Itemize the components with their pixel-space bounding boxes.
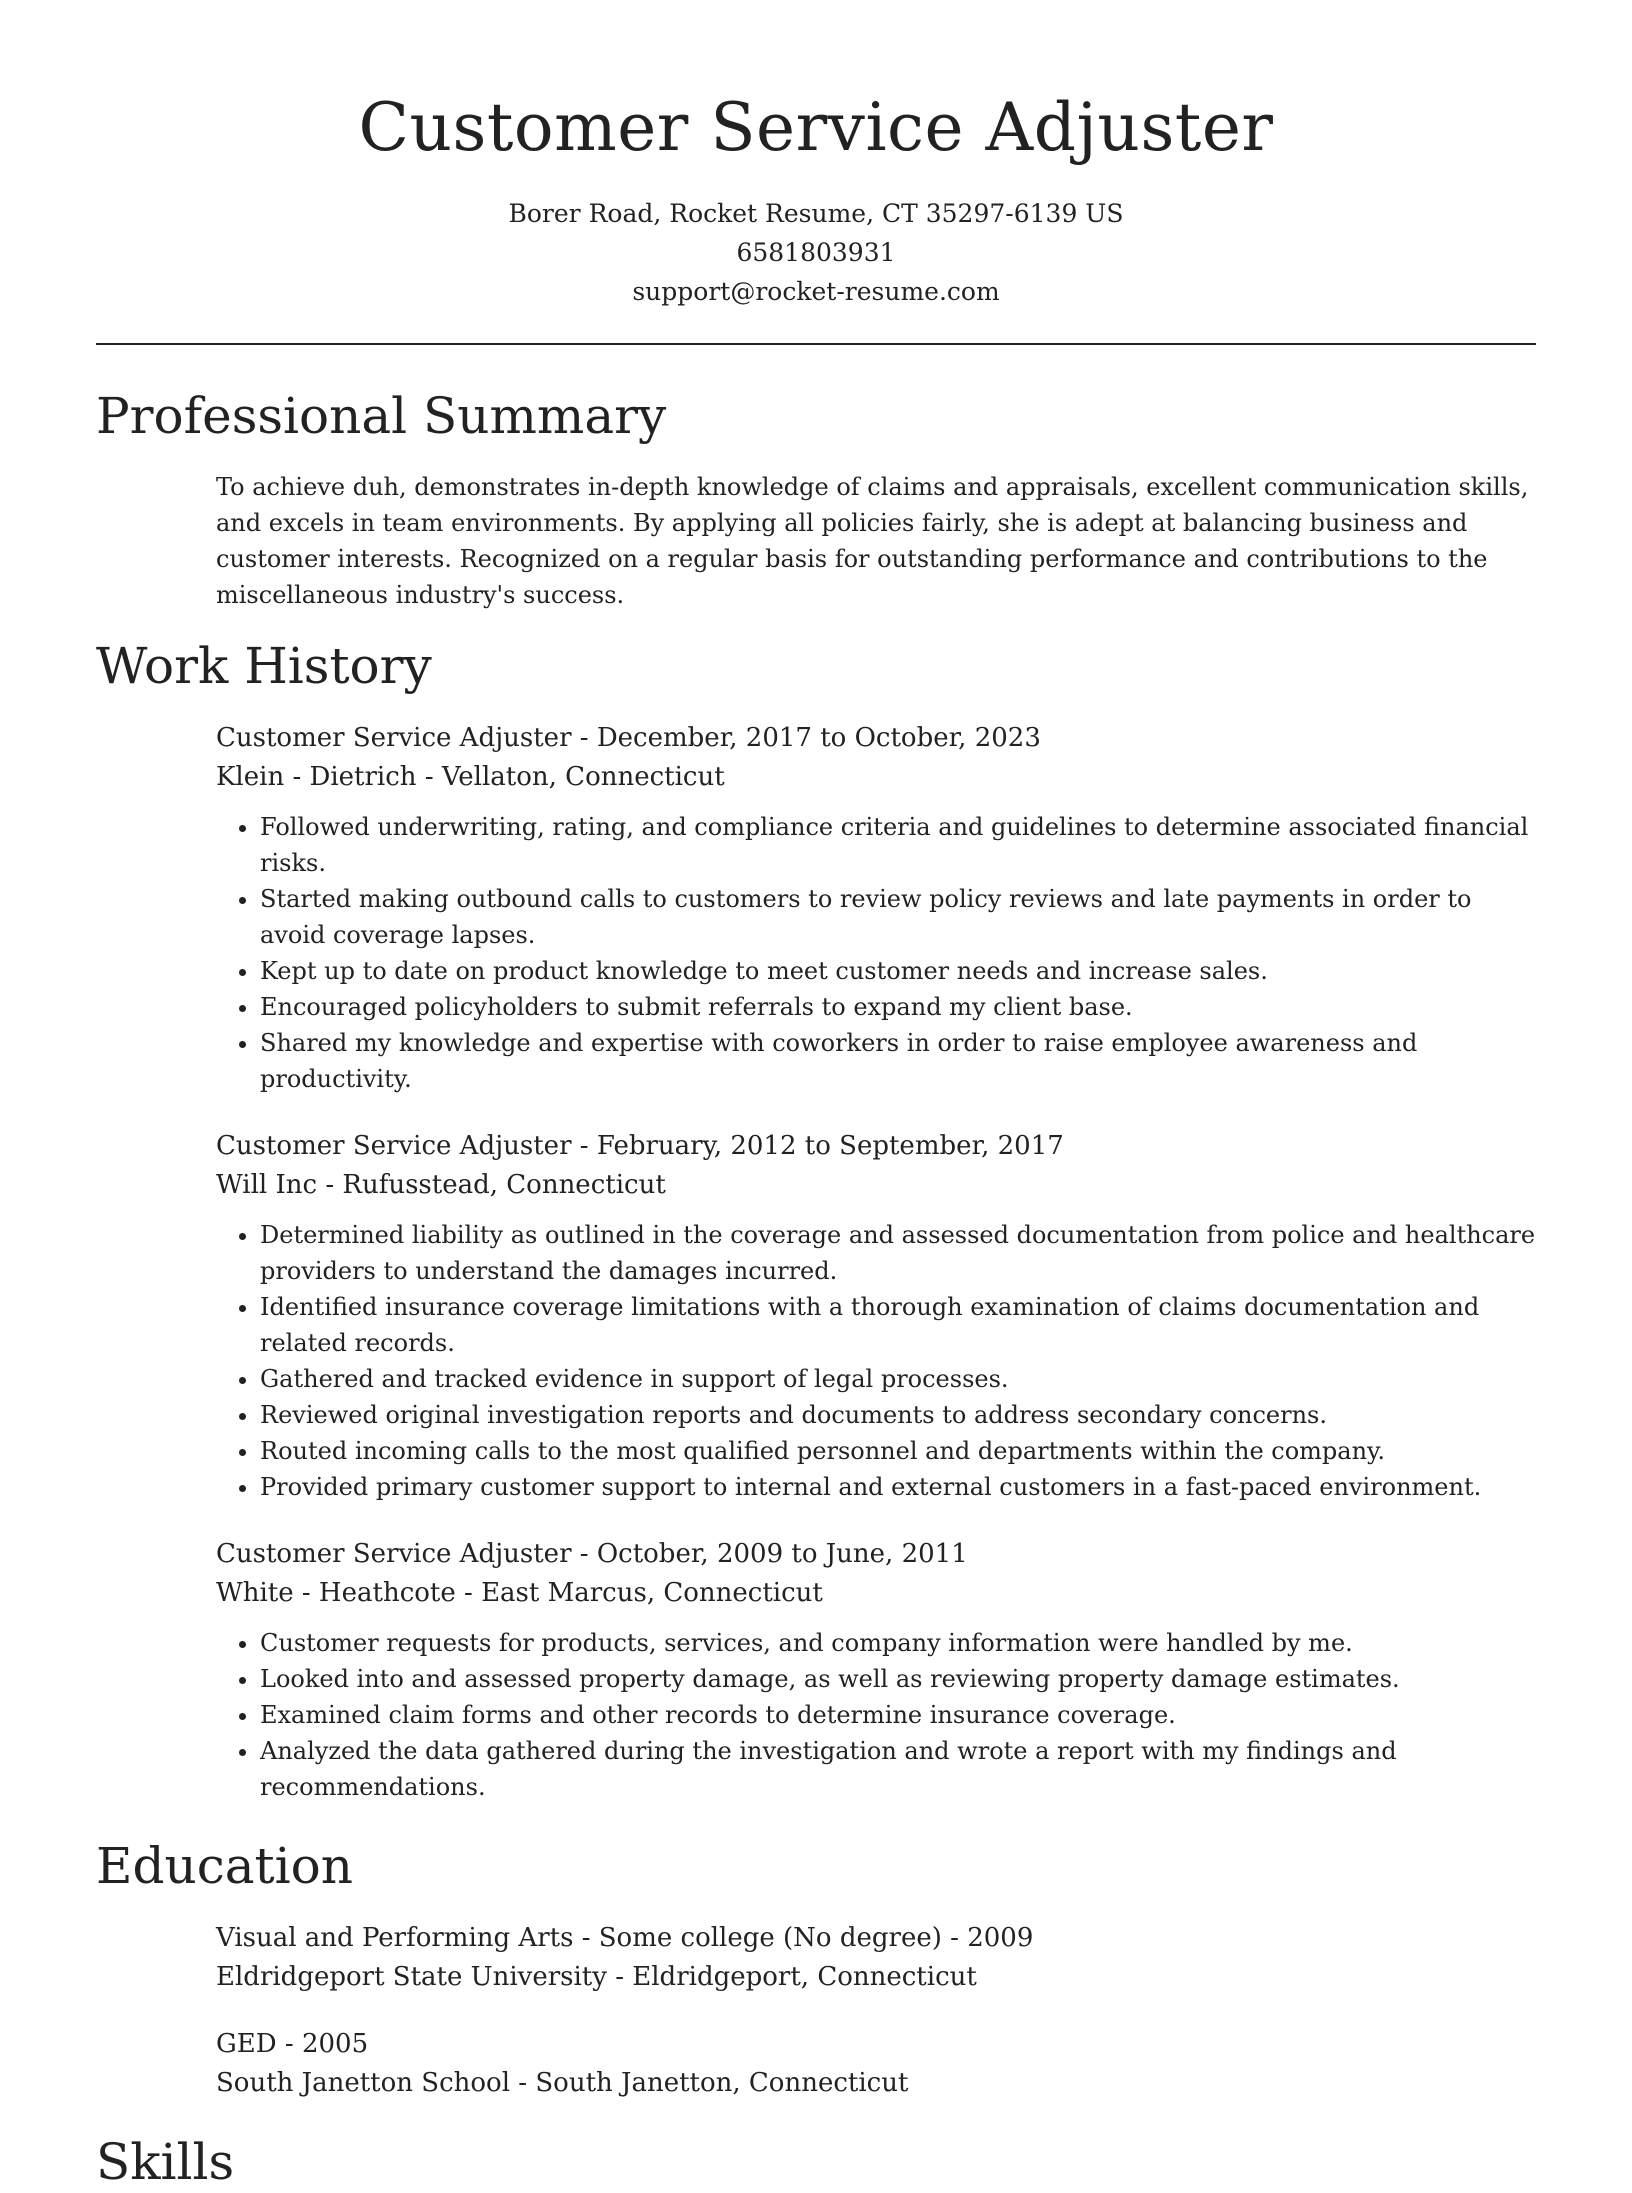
- education-section: [96, 1835, 1536, 2103]
- job-employer: Klein - Dietrich: [216, 762, 417, 792]
- education-degree-line: Visual and Performing Arts - Some college (No degree) - 2009: [216, 1923, 1034, 1953]
- education-degree: GED: [216, 2029, 277, 2059]
- skills-section: [96, 2131, 1536, 2193]
- job-bullet: • Followed underwriting, rating, and compliance criteria and guidelines to determine associated financial risks.: [260, 809, 1536, 881]
- job-bullet: • Analyzed the data gathered during the investigation and wrote a report with my findings and recommendations.: [260, 1733, 1536, 1805]
- work-section: [96, 635, 1536, 1805]
- education-year: 2009: [967, 1923, 1034, 1953]
- job-location: East Marcus, Connecticut: [481, 1578, 823, 1608]
- job-entry: [216, 1535, 1536, 1805]
- job-bullet: • Looked into and assessed property damage, as well as reviewing property damage estimates.: [260, 1661, 1536, 1697]
- job-employer-line: Klein - Dietrich - Vellaton, Connecticut: [216, 762, 725, 792]
- job-bullet: • Reviewed original investigation reports and documents to address secondary concerns.: [260, 1397, 1536, 1433]
- job-bullet: • Identified insurance coverage limitations with a thorough examination of claims documentation and related records.: [260, 1289, 1536, 1361]
- education-school-line: Eldridgeport State University - Eldridgeport, Connecticut: [216, 1962, 977, 1992]
- job-dates: October, 2009 to June, 2011: [596, 1539, 968, 1569]
- education-year: 2005: [301, 2029, 369, 2059]
- education-degree: Visual and Performing Arts - Some college (No degree): [216, 1923, 942, 1953]
- education-entry: [216, 1919, 1536, 1997]
- job-bullet: • Gathered and tracked evidence in support of legal processes.: [260, 1361, 1536, 1397]
- summary-section: [96, 385, 1536, 613]
- education-title: Education: [96, 1837, 353, 1895]
- education-degree-line: GED - 2005: [216, 2029, 369, 2059]
- address: Borer Road, Rocket Resume, CT 35297-6139 US: [508, 199, 1124, 228]
- job-employer: White - Heathcote: [216, 1578, 456, 1608]
- job-title: Customer Service Adjuster: [216, 1131, 572, 1161]
- education-location: South Janetton, Connecticut: [535, 2068, 909, 2098]
- education-location: Eldridgeport, Connecticut: [632, 1962, 977, 1992]
- summary-title: Professional Summary: [96, 387, 667, 445]
- header-divider: [96, 343, 1536, 345]
- job-employer-line: Will Inc - Rufusstead, Connecticut: [216, 1170, 666, 1200]
- job-bullet: • Started making outbound calls to customers to review policy reviews and late payments in order to avoid coverage lapses.: [260, 881, 1536, 953]
- job-bullets: [216, 809, 1536, 1097]
- job-location: Rufusstead, Connecticut: [342, 1170, 666, 1200]
- job-bullet: • Customer requests for products, services, and company information were handled by me.: [260, 1625, 1536, 1661]
- job-bullet: • Encouraged policyholders to submit referrals to expand my client base.: [260, 989, 1536, 1025]
- education-school-line: South Janetton School - South Janetton, Connecticut: [216, 2068, 909, 2098]
- job-employer: Will Inc: [216, 1170, 318, 1200]
- education-school: Eldridgeport State University: [216, 1962, 607, 1992]
- job-location: Vellaton, Connecticut: [441, 762, 725, 792]
- job-bullet: • Provided primary customer support to internal and external customers in a fast-paced environment.: [260, 1469, 1536, 1505]
- job-entry: [216, 719, 1536, 1097]
- skills-title: Skills: [96, 2133, 235, 2191]
- job-heading: Customer Service Adjuster - December, 2017 to October, 2023: [216, 723, 1041, 753]
- phone: 6581803931: [736, 238, 896, 267]
- job-bullet: • Routed incoming calls to the most qualified personnel and departments within the company.: [260, 1433, 1536, 1469]
- job-dates: February, 2012 to September, 2017: [596, 1131, 1064, 1161]
- work-body: [96, 719, 1536, 1805]
- job-bullet: • Kept up to date on product knowledge to meet customer needs and increase sales.: [260, 953, 1536, 989]
- education-body: [96, 1919, 1536, 2103]
- job-title: Customer Service Adjuster: [216, 1539, 572, 1569]
- candidate-name: Customer Service Adjuster: [358, 89, 1274, 166]
- education-school: South Janetton School: [216, 2068, 511, 2098]
- job-bullets: [216, 1217, 1536, 1505]
- education-entry: [216, 2025, 1536, 2103]
- job-employer-line: White - Heathcote - East Marcus, Connecticut: [216, 1578, 823, 1608]
- summary-text: To achieve duh, demonstrates in-depth knowledge of claims and appraisals, excellent communication skills, and excels in team environments. By applying all policies fairly, she is adept at balancing business and customer interests. Recognized on a regular basis for outstanding performance and contributions to the miscellaneous industry's success.: [216, 473, 1529, 609]
- resume-header: [96, 0, 1536, 311]
- job-bullets: [216, 1625, 1536, 1805]
- job-heading: Customer Service Adjuster - February, 2012 to September, 2017: [216, 1131, 1064, 1161]
- job-entry: [216, 1127, 1536, 1505]
- job-title: Customer Service Adjuster: [216, 723, 572, 753]
- work-title: Work History: [96, 637, 432, 695]
- job-bullet: • Examined claim forms and other records to determine insurance coverage.: [260, 1697, 1536, 1733]
- job-dates: December, 2017 to October, 2023: [596, 723, 1041, 753]
- contact-block: [96, 194, 1536, 311]
- summary-body: [96, 469, 1536, 613]
- email: support@rocket-resume.com: [632, 277, 1000, 306]
- job-bullet: • Determined liability as outlined in the coverage and assessed documentation from police and healthcare providers to understand the damages incurred.: [260, 1217, 1536, 1289]
- job-bullet: • Shared my knowledge and expertise with coworkers in order to raise employee awareness and productivity.: [260, 1025, 1536, 1097]
- job-heading: Customer Service Adjuster - October, 2009 to June, 2011: [216, 1539, 968, 1569]
